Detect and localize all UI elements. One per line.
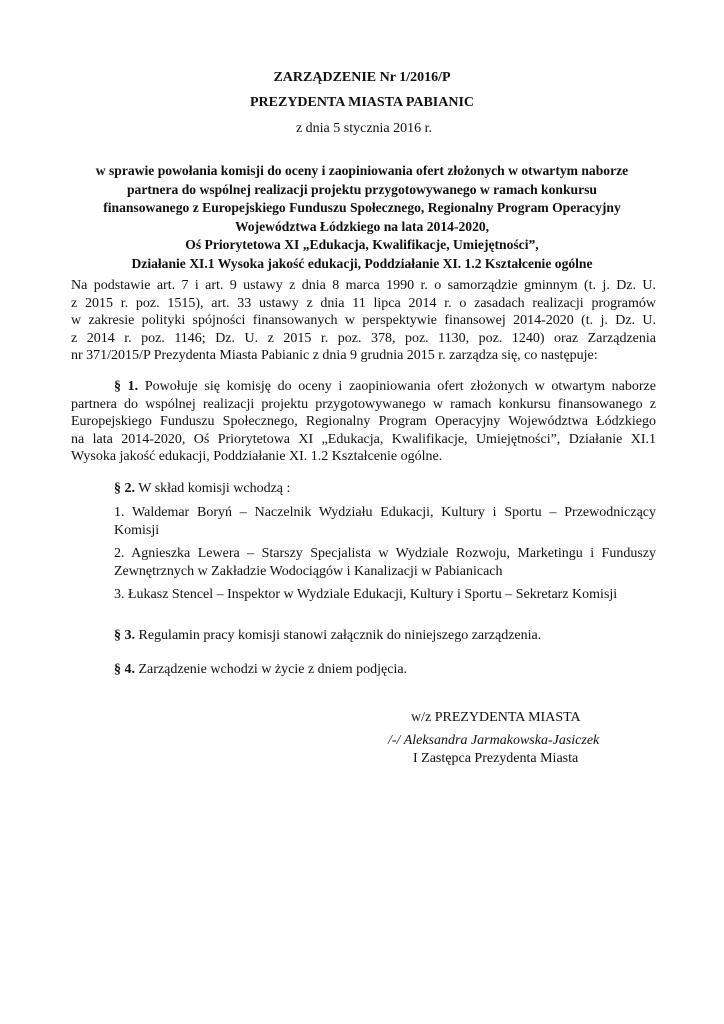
signature-title: I Zastępca Prezydenta Miasta [413,751,579,766]
member-1-line-2: Komisji [114,522,160,538]
subject-line: Oś Priorytetowa XI „Edukacja, Kwalifikacje, Umiejętności”, [185,237,539,252]
section-4 [114,661,407,679]
section-1-first-line-text: Powołuje się komisję do oceny i zaopiniowania ofert złożonych w otwartym naborze [138,379,656,394]
section-3 [114,627,541,645]
legal-basis-paragraph [71,277,656,365]
subject-line: partnera do wspólnej realizacji projektu przygotowywanego w ramach konkursu [127,181,597,197]
member-1 [114,504,656,539]
member-2-line-2: Zewnętrznych w Zakładzie Wodociągów i Kanalizacji w Pabianicach [114,563,503,579]
section-1-line: Europejskiego Funduszu Społecznego, Regionalny Program Operacyjny Województwa Łódzkiego [71,414,656,430]
section-1-line: Wysoka jakość edukacji, Poddziałanie XI. 1.2 Kształcenie ogólne. [71,449,443,465]
document-title: ZARZĄDZENIE Nr 1/2016/P [273,70,451,85]
document-date: z dnia 5 stycznia 2016 r. [295,121,433,136]
subject-line: w sprawie powołania komisji do oceny i zaopiniowania ofert złożonych w otwartym naborze [95,163,629,178]
legal-basis-line: z 2015 r. poz. 1515), art. 33 ustawy z dnia 11 lipca 2014 r. o zasadach realizacji programów [71,295,656,311]
subject-line: finansowanego z Europejskiego Funduszu Społecznego, Regionalny Program Operacyjny [103,200,621,215]
subject-line: Województwa Łódzkiego na lata 2014-2020, [234,218,490,234]
section-1-label: § 1. [114,379,139,394]
section-2-text: W skład komisji wchodzą : [135,481,291,496]
member-2-line-1: 2. Agnieszka Lewera – Starszy Specjalista w Wydziale Rozwoju, Marketingu i Funduszy [114,546,656,561]
legal-basis-line: w zakresie polityki spójności finansowanych w perspektywie finansowej 2014-2020 (t. j. Dz. U. [71,313,656,329]
legal-basis-line: Na podstawie art. 7 i art. 9 ustawy z dnia 8 marca 1990 r. o samorządzie gminnym (t. j. Dz. U. [71,278,656,293]
section-2-label: § 2. [114,481,135,496]
section-3-label: § 3. [114,628,135,643]
section-4-label: § 4. [114,662,135,677]
section-1-line: na lata 2014-2020, Oś Priorytetowa XI „Edukacja, Kwalifikacje, Umiejętności”, Działanie XI.1 [71,431,656,447]
legal-basis-line: z 2014 r. poz. 1146; Dz. U. z 2015 r. poz. 378, poz. 1130, poz. 1240) oraz Zarządzenia [71,330,656,346]
section-1-first-line [71,378,656,396]
signature-name: /-/ Aleksandra Jarmakowska-Jasiczek [388,733,600,748]
document-subject [62,162,662,273]
section-4-text: Zarządzenie wchodzi w życie z dniem podjęcia. [135,662,408,677]
section-3-text: Regulamin pracy komisji stanowi załącznik do niniejszego zarządzenia. [135,628,542,643]
member-3: 3. Łukasz Stencel – Inspektor w Wydziale Edukacji, Kultury i Sportu – Sekretarz Komisji [114,587,618,602]
member-2 [114,545,656,580]
document-issuer: PREZYDENTA MIASTA PABIANIC [249,95,475,110]
section-1 [71,378,656,466]
legal-basis-line: nr 371/2015/P Prezydenta Miasta Pabianic z dnia 9 grudnia 2015 r. zarządza się, co następuje: [71,348,598,364]
section-1-line: partnera do wspólnej realizacji projektu przygotowywanego w ramach konkursu finansowanego z [71,396,656,412]
signature-role: w/z PREZYDENTA MIASTA [411,710,581,725]
subject-line: Działanie XI.1 Wysoka jakość edukacji, Poddziałanie XI. 1.2 Kształcenie ogólne [131,255,593,271]
section-2-heading [114,480,290,498]
member-1-line-1: 1. Waldemar Boryń – Naczelnik Wydziału Edukacji, Kultury i Sportu – Przewodniczący [114,505,656,520]
